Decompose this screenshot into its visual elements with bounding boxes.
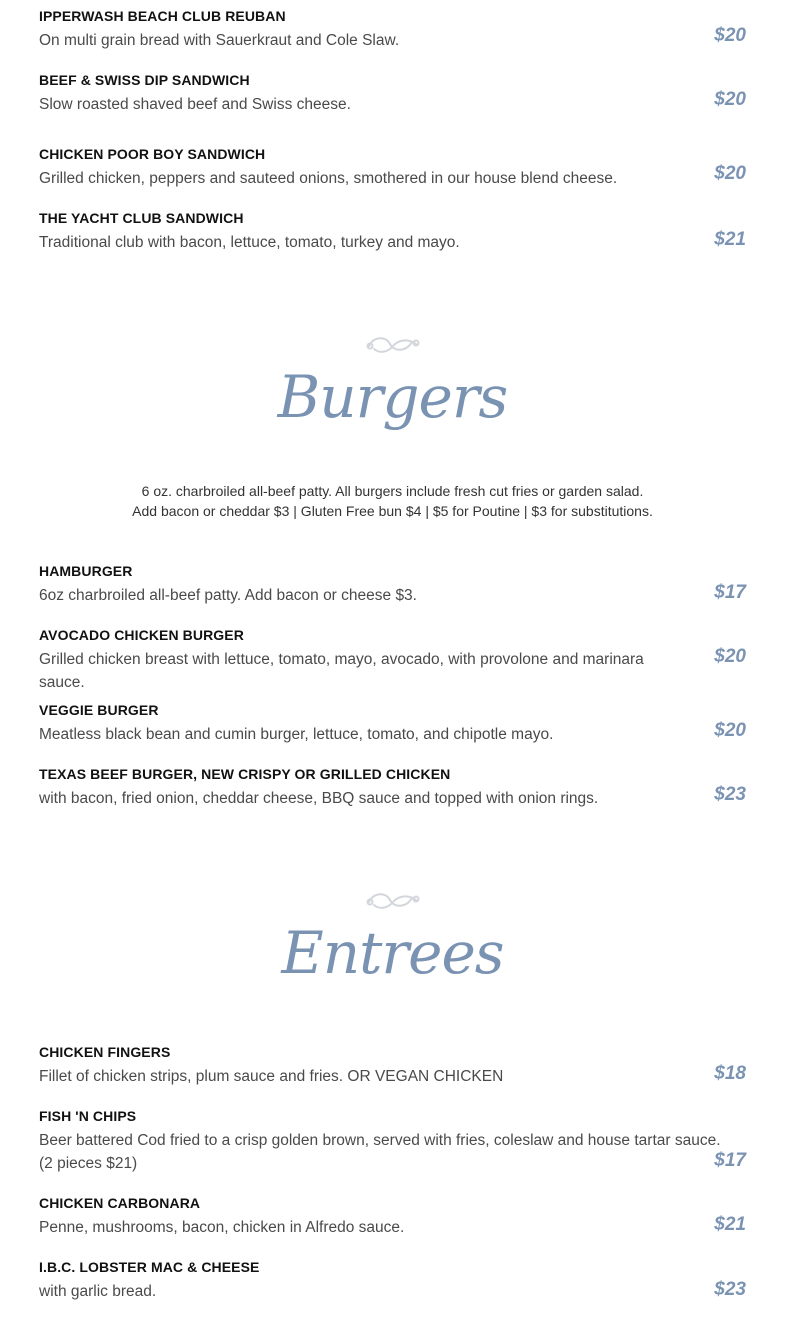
item-name: HAMBURGER: [39, 563, 133, 579]
item-price: $20: [714, 720, 746, 741]
item-name: CHICKEN FINGERS: [39, 1044, 171, 1060]
flourish-ornament-icon: [366, 332, 420, 356]
item-name: CHICKEN CARBONARA: [39, 1195, 201, 1211]
item-name: AVOCADO CHICKEN BURGER: [39, 627, 244, 643]
item-name: IPPERWASH BEACH CLUB REUBAN: [39, 8, 286, 24]
menu-item: [39, 1107, 746, 1175]
menu-item: [39, 71, 746, 116]
item-price: $20: [714, 25, 746, 46]
menu-item: [39, 209, 746, 254]
item-description: Penne, mushrooms, bacon, chicken in Alfredo sauce.: [39, 1219, 405, 1236]
item-name: CHICKEN POOR BOY SANDWICH: [39, 146, 266, 162]
item-name: I.B.C. LOBSTER MAC & CHEESE: [39, 1259, 260, 1275]
item-description: Grilled chicken breast with lettuce, tomato, mayo, avocado, with provolone and marinara sauce.: [39, 651, 644, 691]
menu-item: [39, 7, 746, 52]
menu-item: [39, 701, 746, 746]
item-description: Beer battered Cod fried to a crisp golden brown, served with fries, coleslaw and house tartar sauce. (2 pieces $21): [39, 1132, 721, 1172]
item-price: $23: [714, 784, 746, 805]
item-name: BEEF & SWISS DIP SANDWICH: [39, 72, 250, 88]
menu-item: [39, 626, 746, 694]
item-description: Slow roasted shaved beef and Swiss cheese.: [39, 96, 351, 113]
item-price: $21: [714, 229, 746, 250]
item-price: $23: [714, 1279, 746, 1300]
item-description: On multi grain bread with Sauerkraut and Cole Slaw.: [39, 32, 400, 49]
item-price: $20: [714, 163, 746, 184]
item-price: $17: [714, 1150, 746, 1171]
menu-item: [39, 1194, 746, 1239]
item-name: VEGGIE BURGER: [39, 702, 159, 718]
item-price: $20: [714, 646, 746, 667]
menu-item: [39, 145, 746, 190]
section-title: Entrees: [281, 919, 504, 987]
burgers-note: [0, 481, 785, 521]
item-price: $21: [714, 1214, 746, 1235]
item-price: $17: [714, 582, 746, 603]
item-description: with garlic bread.: [39, 1283, 157, 1300]
menu-item: [39, 1043, 746, 1088]
section-title: Burgers: [277, 363, 508, 431]
item-price: $18: [714, 1063, 746, 1084]
menu-item: [39, 562, 746, 607]
entrees-section-header: [0, 888, 785, 988]
item-name: FISH 'N CHIPS: [39, 1108, 137, 1124]
item-name: THE YACHT CLUB SANDWICH: [39, 210, 244, 226]
item-description: Traditional club with bacon, lettuce, tomato, turkey and mayo.: [39, 234, 460, 251]
burgers-section-header: [0, 332, 785, 432]
item-description: 6oz charbroiled all-beef patty. Add bacon or cheese $3.: [39, 587, 417, 604]
burgers-note-line: 6 oz. charbroiled all-beef patty. All burgers include fresh cut fries or garden salad.: [141, 483, 644, 499]
item-description: Fillet of chicken strips, plum sauce and fries. OR VEGAN CHICKEN: [39, 1068, 504, 1085]
item-price: $20: [714, 89, 746, 110]
menu-item: [39, 1258, 746, 1303]
burgers-note-line: Add bacon or cheddar $3 | Gluten Free bun $4 | $5 for Poutine | $3 for substitutions.: [132, 503, 653, 519]
item-description: Grilled chicken, peppers and sauteed onions, smothered in our house blend cheese.: [39, 170, 618, 187]
item-description: with bacon, fried onion, cheddar cheese, BBQ sauce and topped with onion rings.: [39, 790, 599, 807]
menu-item: [39, 765, 746, 810]
item-description: Meatless black bean and cumin burger, lettuce, tomato, and chipotle mayo.: [39, 726, 554, 743]
item-name: TEXAS BEEF BURGER, NEW CRISPY OR GRILLED CHICKEN: [39, 766, 451, 782]
flourish-ornament-icon: [366, 888, 420, 912]
